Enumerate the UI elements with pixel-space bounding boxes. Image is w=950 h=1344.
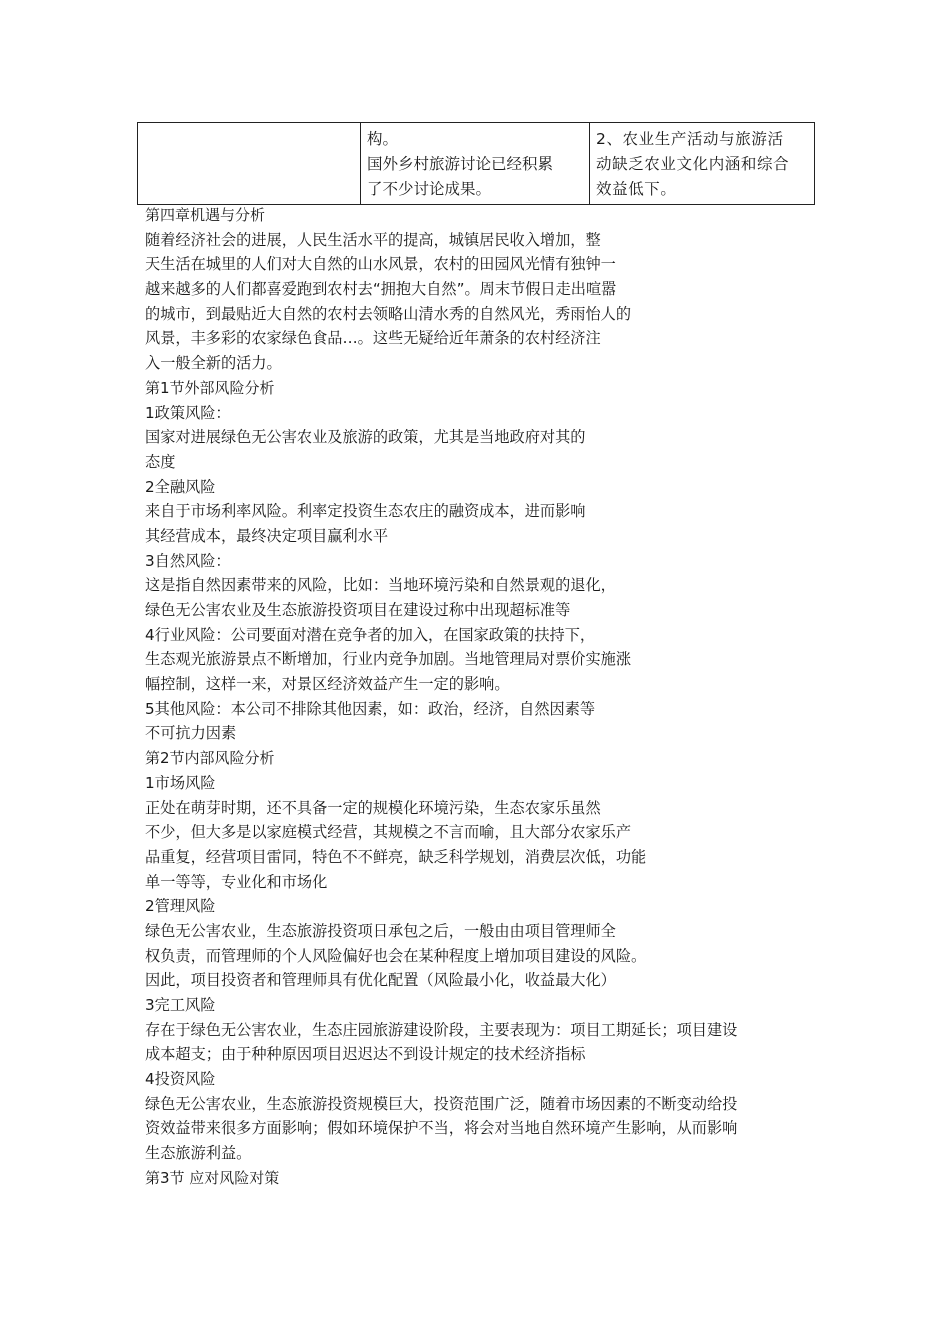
cell-text-line: 效益低下。 <box>596 180 677 198</box>
body-text-line: 风景，丰多彩的农家绿色食品…。这些无疑给近年萧条的农村经济注 <box>145 329 601 348</box>
cell-text-line: 构。 <box>367 130 399 148</box>
body-text-line: 绿色无公害农业，生态旅游投资项日承包之后，一般由由项目管理师全 <box>145 921 616 940</box>
body-text-line: 因此，项目投资者和管理师具有优化配置（风险最小化，收益最大化） <box>145 971 616 990</box>
body-text-line: 的城市，到最贴近大自然的农村去领略山清水秀的自然风光，秀雨怡人的 <box>145 304 631 323</box>
body-text-line: 来自于市场利率风险。利率定投资生态农庄的融资成本，进而影响 <box>145 502 586 521</box>
body-text-line: 不少，但大多是以家庭模式经营，其规模之不言而喻，且大部分农家乐产 <box>145 823 631 842</box>
body-text-line: 成本超支；由于种种原因项目迟迟达不到设计规定的技术经济指标 <box>145 1045 586 1064</box>
body-text-line: 正处在萌芽时期，还不具备一定的规模化环境污染，生态农家乐虽然 <box>145 798 601 817</box>
cell-text-line: 了不少讨论成果。 <box>367 180 492 198</box>
body-text-line: 幅控制，这样一来，对景区经济效益产生一定的影响。 <box>145 675 510 694</box>
section-heading: 第3节 应对风险对策 <box>145 1168 280 1187</box>
cell-text-line: 2、农业生产活动与旅游活 <box>596 130 784 148</box>
body-text-line: 权负责，而管理师的个人风险偏好也会在某种程度上增加项目建设的风险。 <box>145 946 647 965</box>
body-text-line: 1政策风险： <box>145 403 231 422</box>
cell-text-line: 国外乡村旅游讨论已经积累 <box>367 155 554 173</box>
table-cell-problem <box>590 123 815 205</box>
body-text-line: 越来越多的人们都喜爱跑到农村去“拥抱大自然”。周末节假日走出喧嚣 <box>145 280 617 299</box>
body-text-line: 随着经济社会的进展，人民生活水平的提高，城镇居民收入增加，整 <box>145 230 601 249</box>
body-text-line: 单一等等，专业化和市场化 <box>145 872 328 891</box>
body-text-line: 2全融风险 <box>145 477 216 496</box>
body-text-line: 品重复，经营项目雷同，特色不不鲜亮，缺乏科学规划，消费层次低，功能 <box>145 847 647 866</box>
body-text-line: 5其他风险：本公司不排除其他因素，如：政治，经济，自然因素等 <box>145 699 596 718</box>
section-heading: 第2节内部风险分析 <box>145 749 275 768</box>
body-text-line: 这是指自然因素带来的风险，比如：当地环境污染和自然景观的退化， <box>145 576 616 595</box>
body-text-line: 资效益带来很多方面影响；假如环境保护不当，将会对当地自然环境产生影响，从而影响 <box>145 1119 738 1138</box>
body-text-line: 2管理风险 <box>145 897 216 916</box>
cell-text-line: 动缺乏农业文化内涵和综合 <box>596 155 790 173</box>
table-cell-empty <box>138 123 361 205</box>
body-text-line: 态度 <box>145 452 176 471</box>
body-text-line: 存在于绿色无公害农业，生态庄园旅游建设阶段，主要表现为：项目工期延长；项目建设 <box>145 1020 738 1039</box>
body-text-line: 入一般全新的活力。 <box>145 354 282 373</box>
table-cell-research <box>361 123 590 205</box>
body-text-line: 1市场风险 <box>145 773 216 792</box>
body-text-line: 3完工风险 <box>145 996 216 1014</box>
body-text-line: 3自然风险： <box>145 551 231 570</box>
body-text-line: 4投资风险 <box>145 1070 216 1089</box>
table-row <box>138 123 815 205</box>
document-body <box>145 203 815 1191</box>
section-heading: 第1节外部风险分析 <box>145 378 275 397</box>
body-text-line: 4行业风险：公司要面对潜在竞争者的加入，在国家政策的扶持下， <box>145 625 596 644</box>
body-text-line: 绿色无公害农业及生态旅游投资项目在建设过称中出现超标准等 <box>145 601 571 619</box>
body-text-line: 绿色无公害农业，生态旅游投资规模巨大，投资范围广泛，随着市场因素的不断变动给投 <box>145 1094 738 1113</box>
body-text-line: 生态观光旅游景点不断增加，行业内竞争加剧。当地管理局对票价实施涨 <box>145 650 631 669</box>
body-text-line: 国家对进展绿色无公害农业及旅游的政策，尤其是当地政府对其的 <box>145 428 586 447</box>
body-text-line: 天生活在城里的人们对大自然的山水风景，农村的田园风光情有独钟一 <box>145 255 616 274</box>
continuation-table <box>137 122 815 205</box>
section-heading: 第四章机遇与分析 <box>145 206 266 224</box>
body-text-line: 生态旅游利益。 <box>145 1144 252 1163</box>
body-text-line: 其经营成本，最终决定项目赢利水平 <box>145 526 388 545</box>
body-text-line: 不可抗力因素 <box>145 724 237 743</box>
